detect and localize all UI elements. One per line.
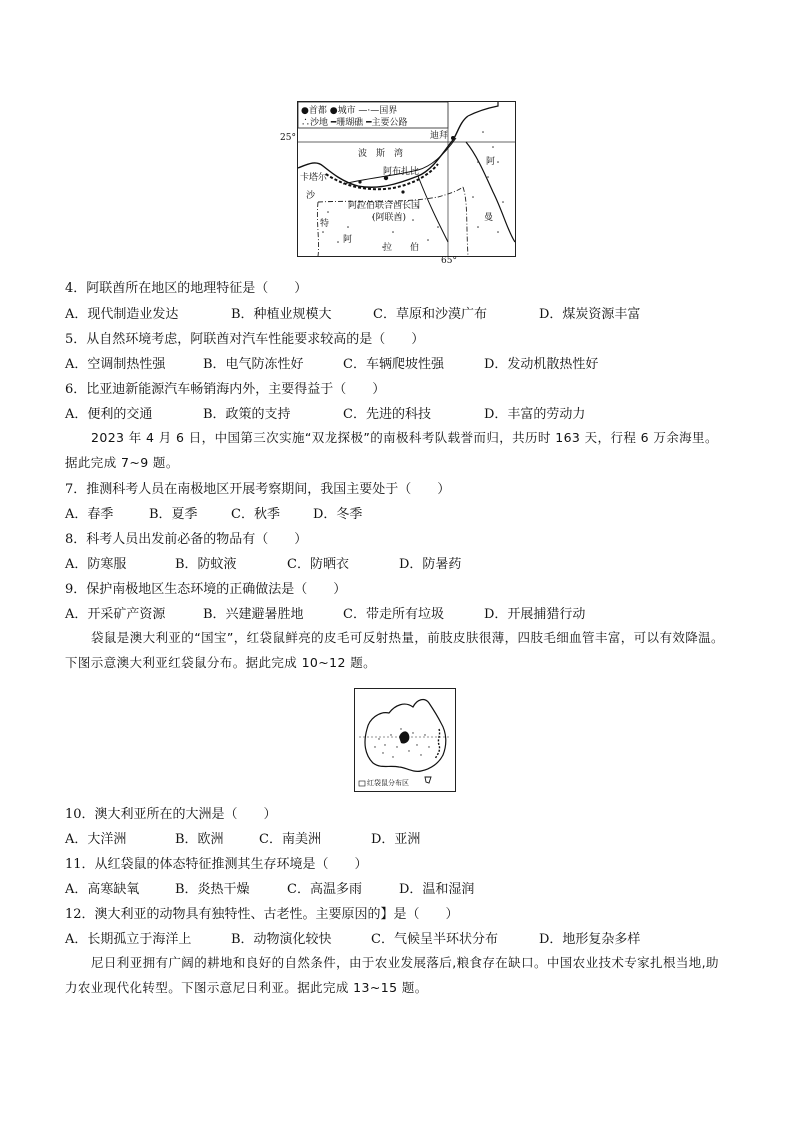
australia-map [354, 688, 456, 792]
q12-option-b[interactable]: B．动物演化较快 [231, 932, 332, 947]
q7-option-d[interactable]: D．冬季 [313, 507, 363, 522]
q6-option-c[interactable]: C．先进的科技 [343, 407, 431, 422]
question-11-stem: 11．从红袋鼠的体态特征推测其生存环境是（ ） [65, 857, 368, 872]
q7-option-a[interactable]: A．春季 [65, 507, 114, 522]
map-label-gulf-2: 斯 [376, 149, 386, 159]
map-legend-kangaroo: 红袋鼠分布区 [367, 779, 409, 787]
map-label-country: 阿拉伯联合酋长国 [348, 201, 421, 211]
question-12-stem: 12．澳大利亚的动物具有独特性、古老性。主要原因的】是（ ） [65, 907, 459, 922]
question-10-stem: 10．澳大利亚所在的大洲是（ ） [65, 807, 277, 822]
q9-option-b[interactable]: B．兴建避暑胜地 [203, 607, 304, 622]
q7-option-b[interactable]: B．夏季 [149, 507, 198, 522]
longitude-label: 65° [441, 256, 457, 266]
q6-option-a[interactable]: A．便利的交通 [65, 407, 153, 422]
question-6-stem: 6．比亚迪新能源汽车畅销海内外，主要得益于（ ） [65, 382, 386, 397]
q10-option-b[interactable]: B．欧洲 [175, 832, 224, 847]
question-9-stem: 9．保护南极地区生态环境的正确做法是（ ） [65, 582, 347, 597]
map-label-qatar: 卡塔尔 [300, 173, 328, 183]
australia-map-drawing [355, 689, 455, 791]
q4-option-a[interactable]: A．现代制造业发达 [65, 307, 179, 322]
map-label-gulf-3: 湾 [394, 149, 404, 159]
q6-option-d[interactable]: D．丰富的劳动力 [484, 407, 586, 422]
q6-option-b[interactable]: B．政策的支持 [203, 407, 291, 422]
q8-option-a[interactable]: A．防寒服 [65, 557, 127, 572]
map-label-te: 特 [320, 219, 330, 229]
map-label-gulf-1: 波 [358, 149, 368, 159]
question-4-stem: 4．阿联酋所在地区的地理特征是（ ） [65, 281, 308, 296]
q5-option-c[interactable]: C．车辆爬坡性强 [343, 357, 444, 372]
question-8-stem: 8．科考人员出发前必备的物品有（ ） [65, 532, 308, 547]
q8-option-b[interactable]: B．防蚊液 [175, 557, 237, 572]
q7-option-c[interactable]: C．秋季 [231, 507, 280, 522]
map-label-dubai: 迪拜 [430, 131, 449, 141]
q4-option-d[interactable]: D．煤炭资源丰富 [539, 307, 641, 322]
q4-option-c[interactable]: C．草原和沙漠广布 [373, 307, 487, 322]
q5-option-d[interactable]: D．发动机散热性好 [484, 357, 599, 372]
map-legend-line-2: ∴沙地 ━珊瑚礁 ━主要公路 [301, 118, 408, 128]
map-label-country-abbr: (阿联酋) [372, 213, 407, 223]
q9-option-c[interactable]: C．带走所有垃圾 [343, 607, 444, 622]
q8-option-c[interactable]: C．防晒衣 [287, 557, 349, 572]
q12-option-d[interactable]: D．地形复杂多样 [539, 932, 641, 947]
question-7-stem: 7．推测科考人员在南极地区开展考察期间，我国主要处于（ ） [65, 482, 451, 497]
question-5-stem: 5．从自然环境考虑，阿联酋对汽车性能要求较高的是（ ） [65, 332, 425, 347]
q11-option-d[interactable]: D．温和湿润 [399, 882, 475, 897]
q10-option-d[interactable]: D．亚洲 [371, 832, 421, 847]
map-label-oman-2: 曼 [484, 213, 494, 223]
q8-option-d[interactable]: D．防暑药 [399, 557, 462, 572]
map-label-a: 阿 [343, 235, 353, 245]
q4-option-b[interactable]: B．种植业规模大 [231, 307, 332, 322]
q11-option-a[interactable]: A．高寒缺氧 [65, 882, 140, 897]
q11-option-b[interactable]: B．炎热干燥 [175, 882, 250, 897]
q10-option-c[interactable]: C．南美洲 [259, 832, 321, 847]
q5-option-b[interactable]: B．电气防冻性好 [203, 357, 304, 372]
q11-option-c[interactable]: C．高温多雨 [287, 882, 362, 897]
map-legend-line-1: ●首都 ●城市 —·—国界 [301, 106, 398, 116]
map-label-sha: 沙 [306, 191, 316, 201]
uae-map [297, 101, 516, 257]
q9-option-d[interactable]: D．开展捕猎行动 [484, 607, 586, 622]
map-label-abudhabi: 阿布扎比 [383, 167, 420, 177]
latitude-label: 25° [280, 133, 296, 143]
passage-kangaroo: 袋鼠是澳大利亚的“国宝”，红袋鼠鲜亮的皮毛可反射热量，前肢皮肤很薄，四肢毛细血管丰富，可以有效降温。下图示意澳大利亚红袋鼠分布。据此完成 10~12 题。 [65, 630, 724, 670]
passage-nigeria: 尼日利亚拥有广阔的耕地和良好的自然条件，由于农业发展落后,粮食存在缺口。中国农业技术专家扎根当地,助力农业现代化转型。下图示意尼日利亚。据此完成 13~15 题。 [65, 955, 719, 995]
q12-option-a[interactable]: A．长期孤立于海洋上 [65, 932, 192, 947]
q12-option-c[interactable]: C．气候呈半环状分布 [371, 932, 498, 947]
q9-option-a[interactable]: A．开采矿产资源 [65, 607, 166, 622]
map-label-oman-1: 阿 [486, 157, 496, 167]
q10-option-a[interactable]: A．大洋洲 [65, 832, 127, 847]
map-label-bo: 伯 [410, 243, 420, 253]
passage-antarctic: 2023 年 4 月 6 日，中国第三次实施“双龙探极”的南极科考队载誉而归，共历时 163 天，行程 6 万余海里。据此完成 7~9 题。 [65, 430, 718, 470]
map-label-la: 拉 [383, 243, 393, 253]
q5-option-a[interactable]: A．空调制热性强 [65, 357, 166, 372]
